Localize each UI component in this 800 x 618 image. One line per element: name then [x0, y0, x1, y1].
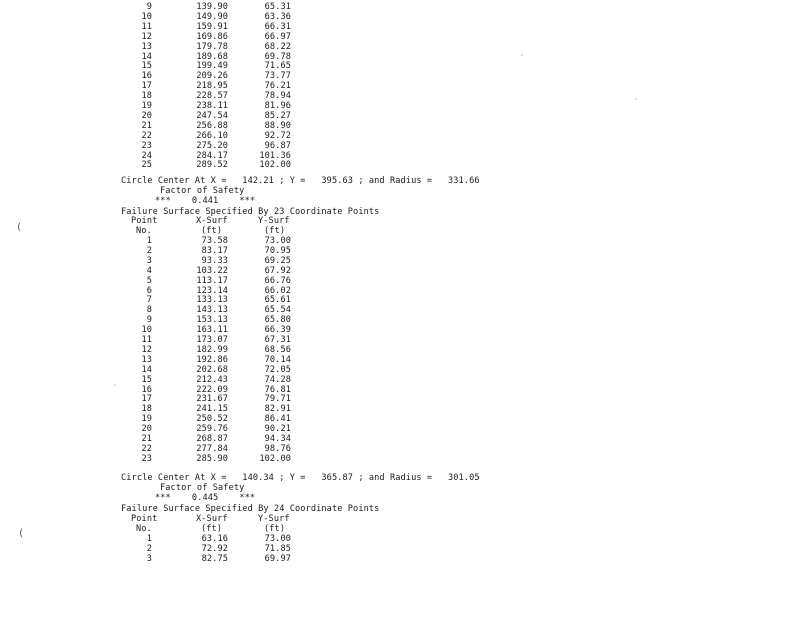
x-surf-value: 192.86 — [196, 354, 228, 365]
y-surf-value: 69.25 — [264, 255, 291, 266]
x-surf-value: 173.07 — [196, 335, 228, 345]
col-xsurf-header-2: X-Surf — [196, 216, 228, 226]
point-number: 23 — [141, 140, 152, 151]
x-surf-value: 285.90 — [196, 453, 228, 464]
y-surf-value: 66.31 — [264, 21, 291, 32]
point-number: 22 — [141, 443, 152, 454]
y-surf-value: 68.22 — [264, 41, 291, 52]
x-surf-value: 72.92 — [201, 543, 228, 554]
x-surf-value: 212.43 — [196, 374, 228, 385]
y-surf-value: 88.90 — [264, 120, 291, 131]
factor-of-safety-value-2: *** 0.445 *** — [155, 493, 256, 503]
y-surf-value: 66.02 — [264, 285, 291, 296]
y-surf-value: 94.34 — [264, 434, 291, 444]
point-number: 1 — [146, 236, 152, 246]
factor-of-safety-label-1: Factor of Safety — [160, 186, 245, 196]
x-surf-value: 73.58 — [201, 236, 228, 246]
col-xunit-header-3: (ft) — [201, 524, 223, 534]
scan-speck: · — [113, 382, 117, 389]
y-surf-value: 65.31 — [264, 2, 291, 12]
point-number: 17 — [141, 81, 152, 92]
point-number: 21 — [141, 120, 152, 131]
x-surf-value: 93.33 — [201, 255, 228, 266]
y-surf-value: 101.36 — [259, 150, 291, 161]
y-surf-value: 68.56 — [264, 344, 291, 355]
point-number: 13 — [141, 354, 152, 365]
x-surf-value: 169.86 — [196, 31, 228, 42]
y-surf-value: 78.94 — [264, 91, 291, 102]
col-yunit-header-2: (ft) — [264, 226, 286, 236]
point-number: 2 — [146, 245, 152, 256]
y-surf-value: 86.41 — [264, 414, 291, 425]
point-number: 2 — [146, 543, 152, 554]
col-xsurf-header-3: X-Surf — [196, 514, 228, 524]
circle-center-line-2: Circle Center At X = 140.34 ; Y = 365.87 ; and Radius = 301.05 — [121, 473, 480, 483]
point-number: 16 — [141, 71, 152, 82]
y-surf-value: 63.36 — [264, 11, 291, 22]
y-surf-value: 71.65 — [264, 61, 291, 72]
point-number: 13 — [141, 41, 152, 52]
x-surf-value: 182.99 — [196, 344, 228, 355]
x-surf-value: 103.22 — [196, 265, 228, 276]
y-surf-value: 90.21 — [264, 424, 291, 435]
scan-speck: ( — [18, 528, 25, 539]
x-surf-value: 228.57 — [196, 91, 228, 102]
col-point-header-2: Point — [131, 216, 158, 226]
point-number: 3 — [146, 255, 152, 266]
col-yunit-header-3: (ft) — [264, 524, 286, 534]
x-surf-value: 266.10 — [196, 130, 228, 141]
x-surf-value: 159.91 — [196, 21, 228, 32]
y-surf-value: 92.72 — [264, 130, 291, 141]
x-surf-value: 256.88 — [196, 120, 228, 131]
col-ysurf-header-2: Y-Surf — [258, 216, 290, 226]
point-number: 17 — [141, 394, 152, 405]
point-number: 12 — [141, 31, 152, 42]
y-surf-value: 72.05 — [264, 364, 291, 375]
y-surf-value: 70.95 — [264, 245, 291, 256]
point-number: 6 — [146, 285, 152, 296]
col-point-header-3: Point — [131, 514, 158, 524]
y-surf-value: 66.97 — [264, 31, 291, 42]
y-surf-value: 81.96 — [264, 101, 291, 111]
col-xunit-header-2: (ft) — [201, 226, 223, 236]
scan-speck: · — [520, 52, 524, 59]
x-surf-value: 284.17 — [196, 150, 228, 161]
x-surf-value: 143.13 — [196, 305, 228, 316]
y-surf-value: 96.87 — [264, 140, 291, 151]
x-surf-value: 189.68 — [196, 51, 228, 62]
point-number: 9 — [146, 2, 152, 12]
y-surf-value: 67.92 — [264, 265, 291, 276]
y-surf-value: 102.00 — [259, 160, 291, 171]
x-surf-value: 231.67 — [196, 394, 228, 405]
surface-2-title: Failure Surface Specified By 23 Coordinate Points — [121, 207, 380, 217]
point-number: 7 — [146, 295, 152, 306]
point-number: 8 — [146, 305, 152, 316]
x-surf-value: 63.16 — [201, 534, 228, 544]
point-number: 21 — [141, 434, 152, 444]
point-number: 24 — [141, 150, 152, 161]
y-surf-value: 73.77 — [264, 71, 291, 82]
x-surf-value: 259.76 — [196, 424, 228, 435]
y-surf-value: 69.78 — [264, 51, 291, 62]
point-number: 10 — [141, 11, 152, 22]
point-number: 1 — [146, 534, 152, 544]
scan-speck: ( — [16, 222, 23, 233]
x-surf-value: 123.14 — [196, 285, 228, 296]
col-no-header-2: No. — [136, 226, 152, 236]
point-number: 22 — [141, 130, 152, 141]
surface-3-title: Failure Surface Specified By 24 Coordinate Points — [121, 504, 380, 514]
y-surf-value: 73.00 — [264, 534, 291, 544]
x-surf-value: 199.49 — [196, 61, 228, 72]
point-number: 15 — [141, 61, 152, 72]
point-number: 12 — [141, 344, 152, 355]
point-number: 4 — [146, 265, 152, 276]
factor-of-safety-label-2: Factor of Safety — [160, 483, 245, 493]
point-number: 9 — [146, 315, 152, 326]
y-surf-value: 66.39 — [264, 325, 291, 336]
x-surf-value: 247.54 — [196, 110, 228, 121]
x-surf-value: 277.84 — [196, 443, 228, 454]
y-surf-value: 82.91 — [264, 404, 291, 415]
x-surf-value: 139.90 — [196, 2, 228, 12]
x-surf-value: 222.09 — [196, 384, 228, 395]
y-surf-value: 85.27 — [264, 110, 291, 121]
y-surf-value: 71.85 — [264, 543, 291, 554]
x-surf-value: 268.87 — [196, 434, 228, 444]
point-number: 19 — [141, 101, 152, 111]
x-surf-value: 275.20 — [196, 140, 228, 151]
y-surf-value: 102.00 — [259, 453, 291, 464]
scan-speck: · — [634, 96, 638, 103]
point-number: 18 — [141, 91, 152, 102]
y-surf-value: 65.61 — [264, 295, 291, 306]
x-surf-value: 241.15 — [196, 404, 228, 415]
point-number: 5 — [146, 275, 152, 286]
y-surf-value: 66.76 — [264, 275, 291, 286]
point-number: 10 — [141, 325, 152, 336]
y-surf-value: 67.31 — [264, 335, 291, 345]
x-surf-value: 250.52 — [196, 414, 228, 425]
point-number: 3 — [146, 553, 152, 564]
y-surf-value: 98.76 — [264, 443, 291, 454]
point-number: 14 — [141, 364, 152, 375]
x-surf-value: 113.17 — [196, 275, 228, 286]
y-surf-value: 76.81 — [264, 384, 291, 395]
y-surf-value: 73.00 — [264, 236, 291, 246]
point-number: 11 — [141, 335, 152, 345]
point-number: 23 — [141, 453, 152, 464]
x-surf-value: 209.26 — [196, 71, 228, 82]
y-surf-value: 65.80 — [264, 315, 291, 326]
point-number: 14 — [141, 51, 152, 62]
point-number: 20 — [141, 110, 152, 121]
y-surf-value: 79.71 — [264, 394, 291, 405]
x-surf-value: 238.11 — [196, 101, 228, 111]
x-surf-value: 133.13 — [196, 295, 228, 306]
x-surf-value: 218.95 — [196, 81, 228, 92]
factor-of-safety-value-1: *** 0.441 *** — [155, 196, 256, 206]
y-surf-value: 69.97 — [264, 553, 291, 564]
point-number: 20 — [141, 424, 152, 435]
point-number: 16 — [141, 384, 152, 395]
circle-center-line-1: Circle Center At X = 142.21 ; Y = 395.63 ; and Radius = 331.66 — [121, 176, 480, 186]
point-number: 11 — [141, 21, 152, 32]
y-surf-value: 65.54 — [264, 305, 291, 316]
y-surf-value: 74.28 — [264, 374, 291, 385]
point-number: 19 — [141, 414, 152, 425]
x-surf-value: 289.52 — [196, 160, 228, 171]
x-surf-value: 83.17 — [201, 245, 228, 256]
x-surf-value: 163.11 — [196, 325, 228, 336]
y-surf-value: 76.21 — [264, 81, 291, 92]
point-number: 18 — [141, 404, 152, 415]
x-surf-value: 82.75 — [201, 553, 228, 564]
col-no-header-3: No. — [136, 524, 152, 534]
col-ysurf-header-3: Y-Surf — [258, 514, 290, 524]
x-surf-value: 149.90 — [196, 11, 228, 22]
point-number: 25 — [141, 160, 152, 171]
point-number: 15 — [141, 374, 152, 385]
x-surf-value: 179.78 — [196, 41, 228, 52]
y-surf-value: 70.14 — [264, 354, 291, 365]
x-surf-value: 153.13 — [196, 315, 228, 326]
x-surf-value: 202.68 — [196, 364, 228, 375]
